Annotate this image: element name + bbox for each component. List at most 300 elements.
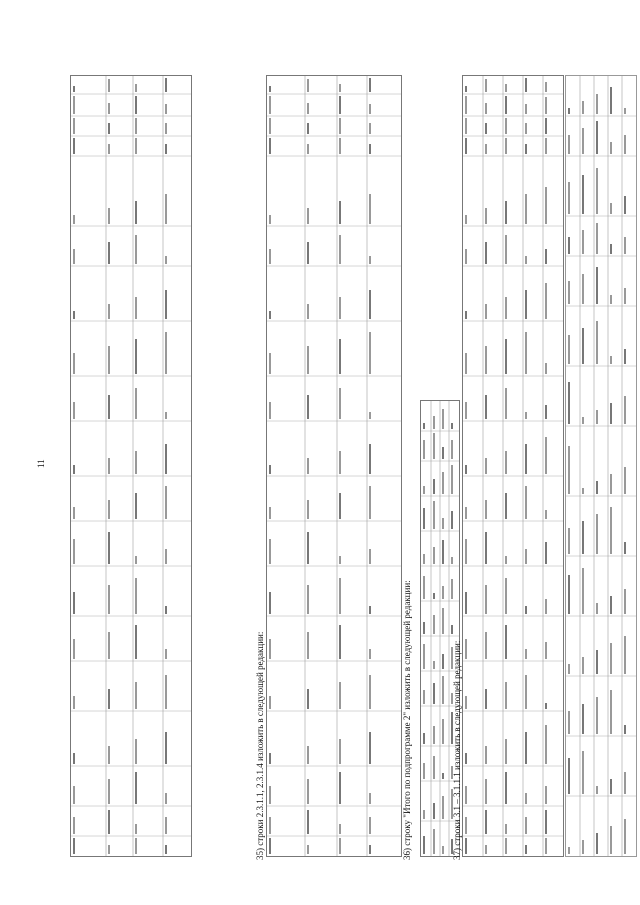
cell-text — [525, 332, 527, 374]
cell-text — [545, 725, 547, 764]
cell-text — [505, 201, 507, 224]
cell-text — [596, 321, 598, 364]
cell-text — [596, 833, 598, 854]
cell-text — [108, 144, 110, 154]
cell-text — [465, 402, 467, 419]
cell-text — [465, 118, 467, 134]
cell-text — [339, 451, 341, 474]
cell-text — [485, 458, 487, 474]
cell-text — [423, 486, 425, 494]
cell-text — [339, 625, 341, 659]
cell-text — [269, 402, 271, 419]
cell-text — [596, 223, 598, 254]
cell-text — [485, 242, 487, 264]
cell-text — [73, 696, 75, 709]
cell-text — [339, 235, 341, 264]
cell-text — [545, 838, 547, 854]
cell-text — [165, 649, 167, 659]
cell-text — [545, 599, 547, 614]
cell-text — [505, 235, 507, 264]
cell-text — [369, 675, 371, 709]
cell-text — [596, 121, 598, 154]
cell-text — [369, 817, 371, 834]
cell-text — [73, 786, 75, 804]
cell-text — [451, 625, 453, 634]
cell-text — [423, 763, 425, 779]
cell-text — [624, 288, 626, 304]
cell-text — [505, 84, 507, 92]
caption-36: 36) строку "Итого по подпрограмме 2" изложить в следующей редакции: — [402, 580, 412, 860]
cell-text — [525, 606, 527, 614]
cell-text — [545, 283, 547, 319]
cell-text — [582, 521, 584, 554]
cell-text — [339, 493, 341, 519]
cell-text — [505, 578, 507, 614]
cell-text — [423, 733, 425, 744]
cell-text — [73, 465, 75, 474]
cell-text — [165, 549, 167, 564]
cell-text — [596, 168, 598, 214]
cell-text — [165, 675, 167, 709]
cell-text — [423, 554, 425, 564]
cell-text — [108, 746, 110, 764]
cell-text — [442, 846, 444, 854]
cell-text — [423, 690, 425, 704]
cell-text — [433, 726, 435, 744]
cell-text — [135, 297, 137, 319]
cell-text — [135, 772, 137, 804]
cell-text — [165, 194, 167, 224]
cell-text — [108, 304, 110, 319]
table-top — [70, 75, 192, 857]
cell-text — [339, 138, 341, 154]
cell-text — [568, 335, 570, 364]
cell-text — [423, 576, 425, 599]
cell-text — [596, 410, 598, 424]
cell-text — [135, 388, 137, 419]
cell-text — [165, 144, 167, 154]
cell-text — [307, 532, 309, 564]
cell-text — [624, 196, 626, 214]
cell-text — [485, 103, 487, 114]
cell-text — [624, 396, 626, 424]
cell-text — [73, 138, 75, 154]
cell-text — [423, 622, 425, 634]
cell-text — [596, 267, 598, 304]
cell-text — [433, 683, 435, 704]
cell-text — [269, 353, 271, 374]
table-side-grid — [566, 76, 636, 856]
cell-text — [582, 488, 584, 494]
cell-text — [568, 108, 570, 114]
cell-text — [73, 639, 75, 659]
cell-text — [465, 592, 467, 614]
cell-text — [423, 644, 425, 669]
cell-text — [465, 215, 467, 224]
cell-text — [73, 592, 75, 614]
cell-text — [465, 311, 467, 319]
cell-text — [269, 539, 271, 564]
table-top-grid — [71, 76, 191, 856]
cell-text — [582, 417, 584, 424]
cell-text — [545, 703, 547, 709]
cell-text — [442, 654, 444, 669]
cell-text — [451, 440, 453, 459]
cell-text — [135, 824, 137, 834]
cell-text — [369, 104, 371, 114]
cell-text — [624, 819, 626, 854]
cell-text — [505, 138, 507, 154]
cell-text — [485, 585, 487, 614]
cell-text — [505, 625, 507, 659]
cell-text — [485, 500, 487, 519]
cell-text — [269, 753, 271, 764]
cell-text — [545, 542, 547, 564]
cell-text — [135, 138, 137, 154]
cell-text — [525, 732, 527, 764]
cell-text — [442, 719, 444, 744]
cell-text — [135, 84, 137, 92]
cell-text — [73, 402, 75, 419]
cell-text — [545, 642, 547, 659]
cell-text — [525, 793, 527, 804]
cell-text — [135, 201, 137, 224]
cell-text — [165, 123, 167, 134]
cell-text — [269, 311, 271, 319]
cell-text — [568, 182, 570, 214]
cell-text — [269, 786, 271, 804]
cell-text — [582, 657, 584, 674]
cell-text — [610, 474, 612, 494]
cell-text — [582, 101, 584, 114]
cell-text — [610, 596, 612, 614]
table-side — [565, 75, 637, 857]
cell-text — [73, 215, 75, 224]
cell-text — [269, 838, 271, 854]
cell-text — [307, 458, 309, 474]
cell-text — [339, 838, 341, 854]
cell-text — [582, 274, 584, 304]
cell-text — [433, 433, 435, 459]
cell-text — [369, 123, 371, 134]
cell-text — [610, 779, 612, 794]
cell-text — [525, 817, 527, 834]
cell-text — [505, 339, 507, 374]
cell-text — [108, 346, 110, 374]
cell-text — [339, 739, 341, 764]
cell-text — [307, 689, 309, 709]
cell-text — [505, 838, 507, 854]
cell-text — [165, 486, 167, 519]
cell-text — [135, 578, 137, 614]
cell-text — [545, 786, 547, 804]
cell-text — [165, 793, 167, 804]
cell-text — [485, 144, 487, 154]
cell-text — [505, 451, 507, 474]
cell-text — [307, 208, 309, 224]
cell-text — [545, 405, 547, 419]
cell-text — [596, 481, 598, 494]
cell-text — [269, 696, 271, 709]
cell-text — [624, 237, 626, 254]
cell-text — [307, 395, 309, 419]
cell-text — [624, 135, 626, 154]
cell-text — [505, 118, 507, 134]
cell-text — [165, 78, 167, 92]
cell-text — [610, 142, 612, 154]
cell-text — [568, 446, 570, 494]
cell-text — [485, 746, 487, 764]
cell-text — [108, 79, 110, 92]
table-bottom — [462, 75, 564, 857]
cell-text — [423, 810, 425, 819]
cell-text — [165, 332, 167, 374]
cell-text — [568, 135, 570, 154]
cell-text — [269, 639, 271, 659]
cell-text — [568, 758, 570, 794]
cell-text — [582, 328, 584, 364]
cell-text — [545, 97, 547, 114]
cell-text — [485, 779, 487, 804]
cell-text — [108, 532, 110, 564]
cell-text — [108, 845, 110, 854]
caption-35: 35) строки 2.3.1.1, 2.3.1.4 изложить в следующей редакции: — [255, 631, 265, 860]
cell-text — [610, 403, 612, 424]
cell-text — [568, 664, 570, 674]
cell-text — [465, 138, 467, 154]
cell-text — [610, 826, 612, 854]
cell-text — [369, 290, 371, 319]
cell-text — [525, 845, 527, 854]
cell-text — [307, 103, 309, 114]
cell-text — [451, 579, 453, 599]
cell-text — [269, 817, 271, 834]
page-number: 11 — [36, 459, 46, 468]
cell-text — [369, 144, 371, 154]
cell-text — [465, 507, 467, 519]
cell-text — [108, 585, 110, 614]
cell-text — [568, 847, 570, 854]
table-bottom-grid — [463, 76, 563, 856]
cell-text — [307, 500, 309, 519]
cell-text — [339, 682, 341, 709]
cell-text — [433, 615, 435, 634]
cell-text — [73, 539, 75, 564]
cell-text — [465, 539, 467, 564]
cell-text — [433, 547, 435, 564]
cell-text — [545, 187, 547, 224]
cell-text — [423, 508, 425, 529]
cell-text — [165, 412, 167, 419]
cell-text — [465, 86, 467, 92]
cell-text — [307, 346, 309, 374]
cell-text — [73, 86, 75, 92]
cell-text — [442, 472, 444, 494]
cell-text — [73, 96, 75, 114]
cell-text — [465, 753, 467, 764]
cell-text — [596, 514, 598, 554]
cell-text — [135, 235, 137, 264]
cell-text — [165, 732, 167, 764]
cell-text — [610, 295, 612, 304]
cell-text — [525, 78, 527, 92]
cell-text — [545, 810, 547, 834]
cell-text — [442, 518, 444, 529]
cell-text — [465, 696, 467, 709]
cell-text — [465, 465, 467, 474]
cell-text — [525, 549, 527, 564]
cell-text — [505, 388, 507, 419]
cell-text — [423, 836, 425, 854]
cell-text — [108, 395, 110, 419]
cell-text — [596, 786, 598, 794]
cell-text — [568, 711, 570, 734]
cell-text — [307, 632, 309, 659]
cell-text — [624, 108, 626, 114]
cell-text — [568, 281, 570, 304]
cell-text — [525, 144, 527, 154]
cell-text — [108, 500, 110, 519]
cell-text — [624, 636, 626, 674]
cell-text — [582, 568, 584, 614]
cell-text — [624, 349, 626, 364]
cell-text — [165, 256, 167, 264]
cell-text — [505, 556, 507, 564]
cell-text — [307, 746, 309, 764]
cell-text — [73, 249, 75, 264]
cell-text — [485, 395, 487, 419]
cell-text — [505, 772, 507, 804]
cell-text — [108, 208, 110, 224]
cell-text — [525, 104, 527, 114]
cell-text — [545, 138, 547, 154]
cell-text — [433, 829, 435, 854]
cell-text — [545, 510, 547, 519]
cell-text — [624, 467, 626, 494]
cell-text — [269, 215, 271, 224]
cell-text — [451, 465, 453, 494]
cell-text — [339, 201, 341, 224]
cell-text — [582, 175, 584, 214]
cell-text — [442, 447, 444, 459]
cell-text — [165, 104, 167, 114]
cell-text — [485, 845, 487, 854]
cell-text — [165, 845, 167, 854]
cell-text — [369, 845, 371, 854]
cell-text — [525, 123, 527, 134]
cell-text — [433, 756, 435, 779]
cell-text — [610, 356, 612, 364]
cell-text — [108, 103, 110, 114]
cell-text — [505, 682, 507, 709]
cell-text — [307, 304, 309, 319]
cell-text — [135, 339, 137, 374]
cell-text — [568, 237, 570, 254]
cell-text — [339, 339, 341, 374]
cell-text — [582, 704, 584, 734]
cell-text — [525, 194, 527, 224]
cell-text — [610, 203, 612, 214]
cell-text — [269, 465, 271, 474]
cell-text — [135, 556, 137, 564]
cell-text — [73, 753, 75, 764]
cell-text — [545, 437, 547, 474]
cell-text — [165, 290, 167, 319]
cell-text — [596, 94, 598, 114]
cell-text — [582, 128, 584, 154]
cell-text — [269, 507, 271, 519]
cell-text — [545, 363, 547, 374]
cell-text — [545, 118, 547, 134]
cell-text — [582, 751, 584, 794]
cell-text — [369, 732, 371, 764]
cell-text — [307, 123, 309, 134]
cell-text — [442, 586, 444, 599]
cell-text — [135, 625, 137, 659]
cell-text — [339, 84, 341, 92]
cell-text — [442, 540, 444, 564]
cell-text — [582, 230, 584, 254]
cell-text — [108, 689, 110, 709]
cell-text — [485, 79, 487, 92]
cell-text — [624, 772, 626, 794]
cell-text — [108, 458, 110, 474]
cell-text — [610, 87, 612, 114]
cell-text — [369, 649, 371, 659]
cell-text — [433, 661, 435, 669]
table-middle-1-grid — [267, 76, 401, 856]
cell-text — [442, 796, 444, 819]
cell-text — [135, 682, 137, 709]
cell-text — [525, 675, 527, 709]
cell-text — [135, 739, 137, 764]
cell-text — [465, 96, 467, 114]
cell-text — [505, 493, 507, 519]
cell-text — [451, 511, 453, 529]
cell-text — [485, 689, 487, 709]
cell-text — [165, 606, 167, 614]
cell-text — [369, 412, 371, 419]
cell-text — [545, 249, 547, 264]
cell-text — [165, 444, 167, 474]
cell-text — [525, 412, 527, 419]
cell-text — [73, 838, 75, 854]
cell-text — [269, 86, 271, 92]
cell-text — [73, 353, 75, 374]
cell-text — [269, 249, 271, 264]
cell-text — [596, 697, 598, 734]
cell-text — [624, 542, 626, 554]
cell-text — [307, 585, 309, 614]
cell-text — [568, 382, 570, 424]
cell-text — [135, 96, 137, 114]
cell-text — [423, 440, 425, 459]
cell-text — [73, 118, 75, 134]
cell-text — [525, 256, 527, 264]
cell-text — [423, 423, 425, 429]
cell-text — [451, 423, 453, 429]
cell-text — [165, 817, 167, 834]
cell-text — [269, 138, 271, 154]
cell-text — [485, 123, 487, 134]
cell-text — [485, 532, 487, 564]
cell-text — [269, 118, 271, 134]
cell-text — [610, 690, 612, 734]
cell-text — [610, 244, 612, 254]
cell-text — [369, 78, 371, 92]
cell-text — [545, 82, 547, 92]
cell-text — [369, 486, 371, 519]
